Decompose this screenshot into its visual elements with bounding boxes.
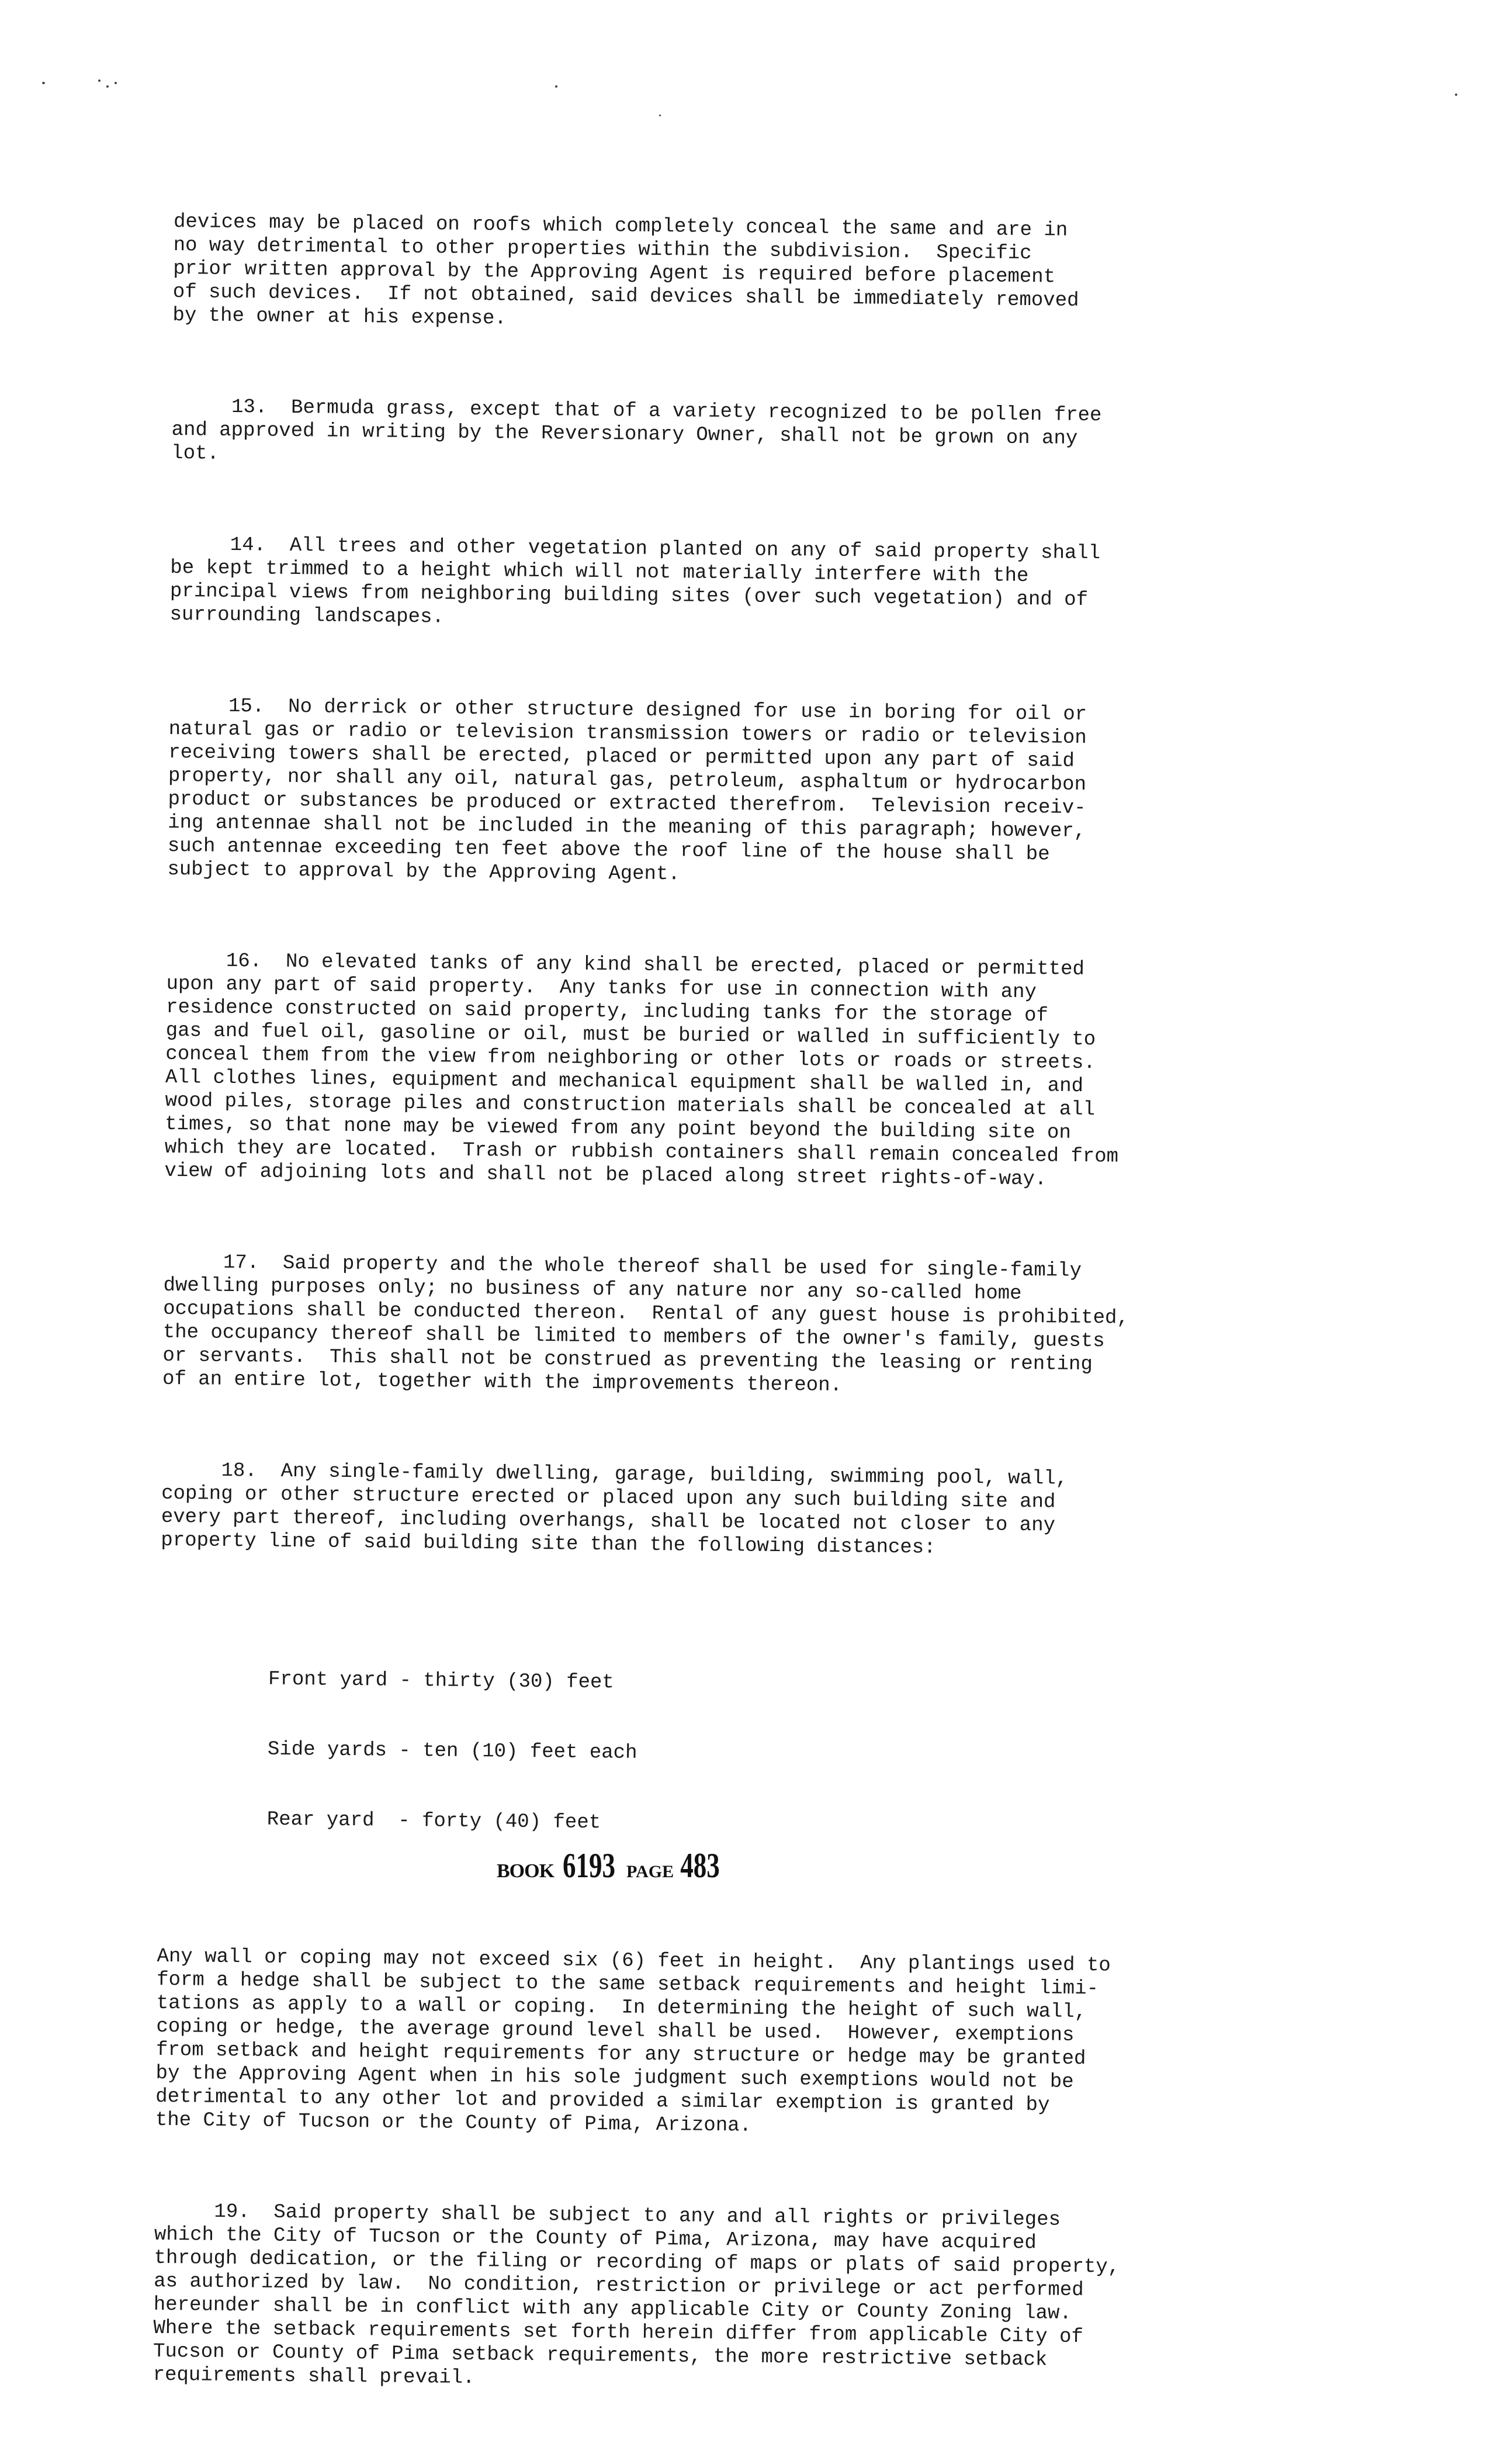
document-body bbox=[152, 164, 1129, 2463]
scan-speck bbox=[42, 82, 45, 84]
paragraph-15: 15. No derrick or other structure designed for use in boring for oil or natural gas or radio or television transmission towers or radio or television receiving towers shall be erected, placed or permitted upon any part of said property, nor shall any oil, natural gas, petroleum, asphaltum or hydrocarbon product or substances be produced or extracted therefrom. Television receiv- ing antennae shall not be included in the meaning of this paragraph; however, such antennae exceeding ten feet above the roof line of the house shall be subject to approval by the Approving Agent. bbox=[167, 694, 1087, 886]
page-number: 483 bbox=[680, 1846, 720, 1885]
setback-front-yard: Front yard - thirty (30) feet bbox=[268, 1668, 614, 1694]
setback-side-yards: Side yards - ten (10) feet each bbox=[267, 1738, 637, 1764]
book-number: 6193 bbox=[563, 1846, 616, 1885]
scan-speck bbox=[659, 115, 661, 116]
paragraph-17: 17. Said property and the whole thereof shall be used for single-family dwelling purposes only; no business of any nature nor any so-called home occupations shall be conducted thereon. Rental of any guest house is prohibited, the occupancy thereof shall be limited to members of the owner's family, guests or servants. This shall not be construed as preventing the leasing or renting of an entire lot, together with the improvements thereon. bbox=[162, 1251, 1129, 1397]
book-page-stamp bbox=[497, 1846, 726, 1886]
page-label: PAGE bbox=[626, 1862, 674, 1881]
scan-speck bbox=[98, 79, 101, 82]
paragraph-18: 18. Any single-family dwelling, garage, building, swimming pool, wall, coping or other structure erected or placed upon any such building site and every part thereof, including overhangs, shall be located not closer to any property line of said building site than the following distances: bbox=[161, 1459, 1068, 1559]
paragraph-16: 16. No elevated tanks of any kind shall be erected, placed or permitted upon any part of said property. Any tanks for use in connection with any residence constructed on said property, including tanks for the storage of gas and fuel oil, gasoline or oil, must be buried or walled in sufficiently to conceal them from the view from neighboring or other lots or roads or streets. All clothes lines, equipment and mechanical equipment shall be walled in, and wood piles, storage piles and construction materials shall be concealed at all times, so that none may be viewed from any point beyond the building site on which they are located. Trash or rubbish containers shall remain concealed from view of adjoining lots and shall not be placed along street rights-of-way. bbox=[164, 949, 1119, 1191]
paragraph-18-continued: Any wall or coping may not exceed six (6) feet in height. Any plantings used to form a hedge shall be subject to the same setback requirements and height limi- tations as apply to a wall or coping. In determining the height of such wall, coping or hedge, the average ground level shall be used. However, exemptions from setback and height requirements for any structure or hedge may be granted by the Approving Agent when in his sole judgment such exemptions would not be detrimental to any other lot and provided a similar exemption is granted by the City of Tucson or the County of Pima, Arizona. bbox=[155, 1945, 1111, 2137]
scan-speck bbox=[1455, 94, 1457, 96]
paragraph-13: 13. Bermuda grass, except that of a variety recognized to be pollen free and approved in writing by the Reversionary Owner, shall not be grown on any lot. bbox=[171, 395, 1102, 465]
setback-rear-yard: Rear yard - forty (40) feet bbox=[266, 1808, 601, 1835]
paragraph-12-continued: devices may be placed on roofs which completely conceal the same and are in no way detrimental to other properties within the subdivision. Specific prior written approval by the Approving Agent is required before placement of such devices. If not obtained, said devices shall be immediately removed by the owner at his expense. bbox=[172, 210, 1079, 330]
paragraph-19: 19. Said property shall be subject to any and all rights or privileges which the City of Tucson or the County of Pima, Arizona, may have acquired through dedication, or the filing or recording of maps or plats of said property, as authorized by law. No condition, restriction or privilege or act performed hereunder shall be in conflict with any applicable City or County Zoning law. Where the setback requirements set forth herein differ from applicable City of Tucson or County of Pima setback requirements, the more restrictive setback requirements shall prevail. bbox=[153, 2200, 1120, 2390]
book-label: BOOK bbox=[497, 1860, 555, 1882]
scan-speck bbox=[115, 82, 117, 84]
scan-speck bbox=[555, 85, 557, 88]
paragraph-14: 14. All trees and other vegetation planted on any of said property shall be kept trimmed to a height which will not materially interfere with the principal views from neighboring building sites (over such vegetation) and of surrounding landscapes. bbox=[169, 533, 1101, 629]
scan-speck bbox=[106, 85, 109, 88]
